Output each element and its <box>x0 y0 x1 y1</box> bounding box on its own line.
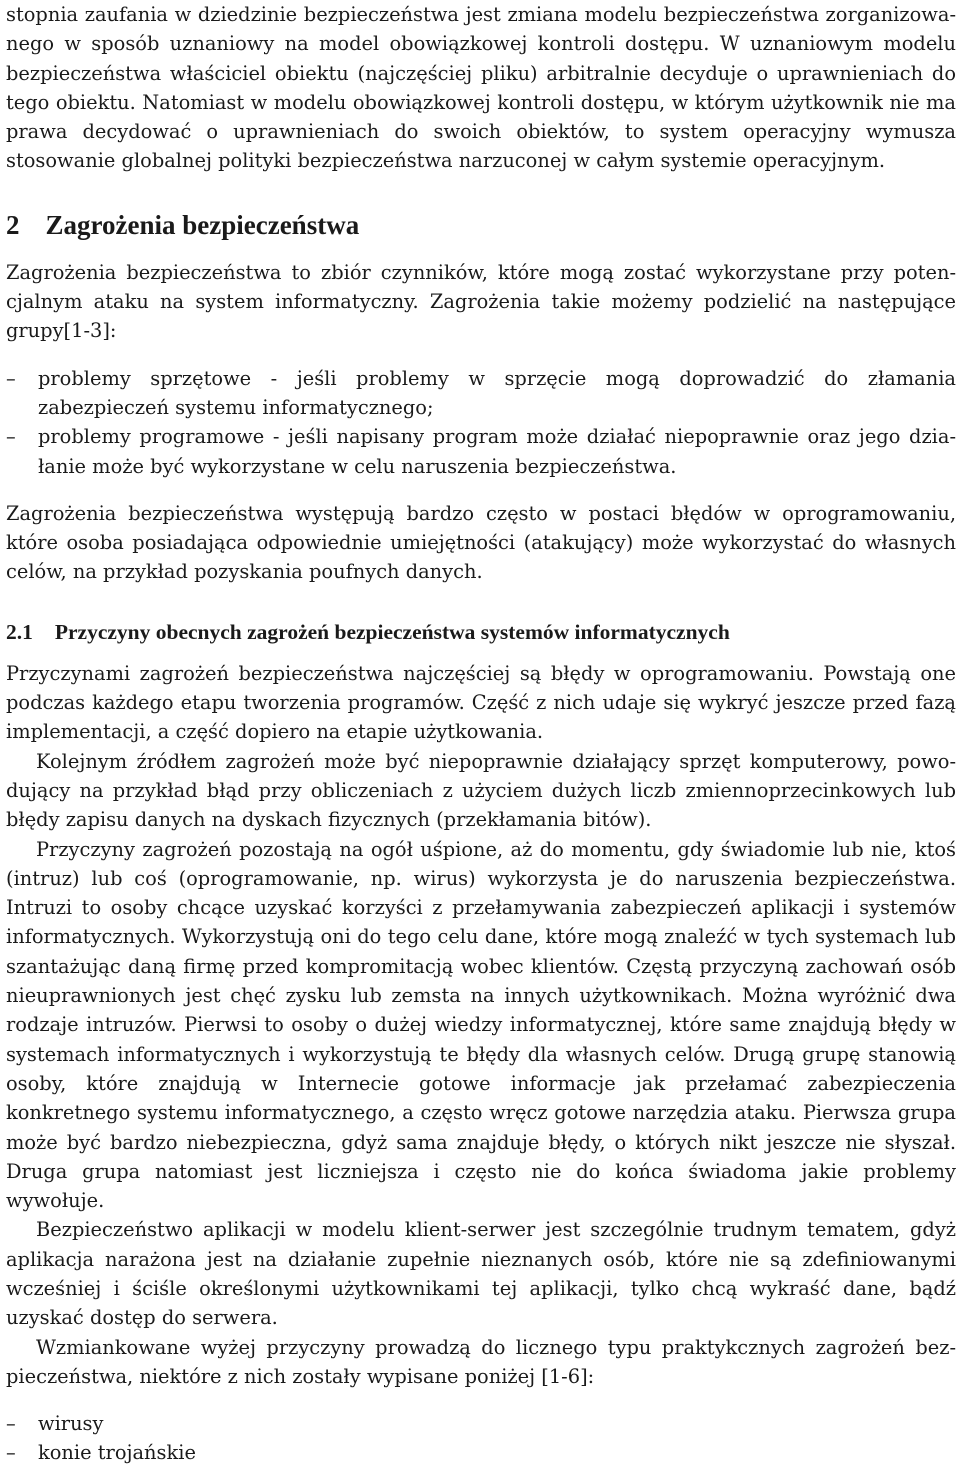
subsection-paragraph: Przyczyny zagrożeń pozostają na ogół uśpione, aż do momentu, gdy świadomie lub nie, ktoś (intruz) lub coś (oprogramowanie, np. wirus) wykorzysta je do naruszenia bezpieczeństwa. Intruzi to osoby chcące uzyskać korzyści z przełamywania zabezpieczeń aplikacji i systemów informatycznych. Wykorzystują oni do tego celu dane, które mogą znaleźć w tych systemach lub szantażując daną firmę przed kompromitacją wobec klientów. Częstą przyczyną zachowań osób nieuprawnionych jest chęć zysku lub zemsta na innych użytkownikach. Można wyróżnić dwa rodzaje intruzów. Pierwsi to osoby o dużej wiedzy informatycznej, które same znajdują błędy w systemach informatycznych i wykorzystują te błędy dla własnych celów. Drugą grupę stanowią osoby, które znajdują w Internecie gotowe informacje jak przełamać zabezpieczenia konkretnego systemu informatycznego, a często wręcz gotowe narzędzia ataku. Pierwsza grupa może być bardzo niebezpieczna, gdyż sama znajduje błędy, o których nikt jeszcze nie słyszał. Druga grupa natomiast jest liczniejsza i często nie do końca świadoma jakie problemy wywołuje. <box>6 837 956 1213</box>
document-page <box>6 0 956 1468</box>
list-item-text: problemy programowe - jeśli napisany program może działać niepoprawnie oraz jego działanie może być wykorzystane w celu naruszenia bezpieczeństwa. <box>38 425 956 478</box>
threat-list <box>6 1409 956 1468</box>
list-item <box>6 422 956 481</box>
list-item-text: wirusy <box>38 1412 104 1436</box>
section-paragraph: Zagrożenia bezpieczeństwa to zbiór czynników, które mogą zostać wykorzystane przy potencjalnym ataku na system informatyczny. Zagrożenia takie możemy podzielić na następujące grupy[1-3]: <box>6 260 956 343</box>
dash-bullet: – <box>6 366 16 390</box>
section-number: 2 <box>6 209 20 240</box>
subsection-paragraph: Przyczynami zagrożeń bezpieczeństwa najczęściej są błędy w oprogramowaniu. Powstają one podczas każdego etapu tworzenia programów. Część z nich udaje się wykryć jeszcze przed fazą implementacji, a część dopiero na etapie użytkowania. <box>6 661 956 744</box>
section-title: Zagrożenia bezpieczeństwa <box>45 209 360 240</box>
list-item <box>6 364 956 423</box>
subsection-number: 2.1 <box>6 619 33 644</box>
dash-bullet: – <box>6 1412 16 1436</box>
problem-list <box>6 364 956 481</box>
intro-paragraph: stopnia zaufania w dziedzinie bezpieczeństwa jest zmiana modelu bezpieczeństwa zorganizowanego w sposób uznaniowy na model obowiązkowej kontroli dostępu. W uznaniowym modelu bezpieczeństwa właściciel obiektu (najczęściej pliku) arbitralnie decyduje o uprawnieniach do tego obiektu. Natomiast w modelu obowiązkowej kontroli dostępu, w którym użytkownik nie ma prawa decydować o uprawnieniach do swoich obiektów, to system operacyjny wymusza stosowanie globalnej polityki bezpieczeństwa narzuconej w całym systemie operacyjnym. <box>6 3 956 173</box>
dash-bullet: – <box>6 425 16 449</box>
dash-bullet: – <box>6 1441 16 1465</box>
subsection-title: Przyczyny obecnych zagrożeń bezpieczeństwa systemów informatycznych <box>54 619 730 644</box>
list-item <box>6 1409 956 1438</box>
list-item <box>6 1438 956 1467</box>
subsection-paragraph: Kolejnym źródłem zagrożeń może być niepoprawnie działający sprzęt komputerowy, powodujący na przykład błąd przy obliczeniach z użyciem dużych liczb zmiennoprzecinkowych lub błędy zapisu danych na dyskach fizycznych (przekłamania bitów). <box>6 749 956 832</box>
subsection-heading <box>6 617 956 647</box>
section-heading <box>6 208 956 242</box>
subsection-paragraph: Bezpieczeństwo aplikacji w modelu klient-serwer jest szczególnie trudnym tematem, gdyż aplikacja narażona jest na działanie zupełnie nieznanych osób, które nie są zdefiniowanymi wcześniej i ściśle określonymi użytkownikami tej aplikacji, tylko chcą wykraść dane, bądź uzyskać dostęp do serwera. <box>6 1218 956 1330</box>
subsection-paragraph: Wzmiankowane wyżej przyczyny prowadzą do licznego typu praktykcznych zagrożeń bezpieczeństwa, niektóre z nich zostały wypisane poniżej [1-6]: <box>6 1335 956 1388</box>
section-paragraph: Zagrożenia bezpieczeństwa występują bardzo często w postaci błędów w oprogramowaniu, które osoba posiadająca odpowiednie umiejętności (atakujący) może wykorzystać do własnych celów, na przykład pozyskania poufnych danych. <box>6 501 956 584</box>
list-item-text: konie trojańskie <box>38 1441 196 1465</box>
list-item-text: problemy sprzętowe - jeśli problemy w sprzęcie mogą doprowadzić do złamania zabezpieczeń systemu informatycznego; <box>38 366 956 419</box>
